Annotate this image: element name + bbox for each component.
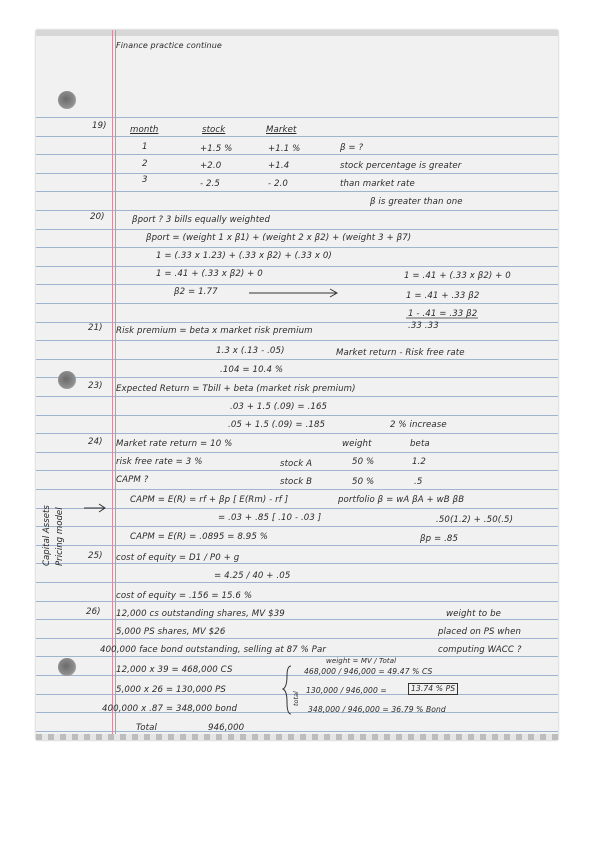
p23-line-1: Expected Return = Tbill + beta (market risk premium) [116,384,356,394]
p20-line-1: βport = (weight 1 x β1) + (weight 2 x β2) + (weight 3 + β7) [146,233,412,243]
p24-col-beta: beta [410,439,430,449]
p20-line-2: 1 = (.33 x 1.23) + (.33 x β2) + (.33 x 0) [156,251,332,261]
notebook-page [36,30,558,740]
p24-stock-a: stock A [280,459,313,469]
p23-increase: 2 % increase [390,420,447,430]
problem-26-number: 26) [86,607,101,617]
p23-line-3: .05 + 1.5 (.09) = .185 [228,420,326,430]
p19-row1-stock: +1.5 % [200,144,233,154]
p26-weight-cs: 468,000 / 946,000 = 49.47 % CS [304,667,433,676]
p24-line-1: Market rate return = 10 % [116,439,233,449]
p21-line-1: Risk premium = beta x market risk premium [116,326,313,336]
p21-line-2: 1.3 x (.13 - .05) [216,346,285,356]
p26-calc-3: 400,000 x .87 = 348,000 bond [102,704,238,714]
p19-row2-stock: +2.0 [200,161,222,171]
side-label-line-2: Pricing model [55,507,65,566]
p20-right-2: 1 = .41 + .33 β2 [406,291,480,301]
p19-note-2: than market rate [340,179,415,189]
p24-line-2: risk free rate = 3 % [116,457,203,467]
p21-note: Market return - Risk free rate [336,348,465,358]
p26-total-label: Total [136,723,157,733]
p26-question-3: computing WACC ? [438,645,522,655]
p23-line-2: .03 + 1.5 (.09) = .165 [230,402,328,412]
p26-weight-ps-calc: 130,000 / 946,000 = [306,686,387,695]
p20-right-3b: .33 .33 [408,321,439,331]
problem-20-number: 20) [90,212,105,222]
p19-note-3: β is greater than one [370,197,463,207]
p21-line-3: .104 = 10.4 % [220,365,284,375]
p25-line-2: = 4.25 / 40 + .05 [214,571,291,581]
p24-stock-a-beta: 1.2 [412,457,426,467]
p20-right-3a: 1 - .41 = .33 β2 [408,309,478,319]
p19-row1-month: 1 [142,142,148,152]
p26-weight-bond: 348,000 / 946,000 = 36.79 % Bond [308,705,446,714]
p24-portfolio-2: .50(1.2) + .50(.5) [436,515,514,525]
side-label [38,478,94,568]
side-label-line-1: Capital Assets [42,505,52,566]
p24-stock-a-weight: 50 % [352,457,375,467]
p26-calc-1: 12,000 x 39 = 468,000 CS [116,665,233,675]
p19-row3-stock: - 2.5 [200,179,220,189]
p26-weight-header: weight = MV / Total [326,657,397,665]
p20-line-3: 1 = .41 + (.33 x β2) + 0 [156,269,263,279]
p19-note-1: stock percentage is greater [340,161,462,171]
problem-23-number: 23) [88,381,103,391]
p20-question: βport ? 3 bills equally weighted [132,215,271,225]
p24-stock-b-beta: .5 [414,477,423,487]
p24-stock-b-weight: 50 % [352,477,375,487]
p19-header-stock: stock [202,125,226,135]
p24-line-3: CAPM ? [116,475,149,485]
p19-row3-market: - 2.0 [268,179,288,189]
p24-capm-1: CAPM = E(R) = rf + βp [ E(Rm) - rf ] [130,495,289,505]
p26-total-value: 946,000 [208,723,245,733]
p24-capm-3: CAPM = E(R) = .0895 = 8.95 % [130,532,269,542]
p26-brace-text: total [292,691,300,706]
p19-row2-market: +1.4 [268,161,290,171]
p26-line-3: 400,000 face bond outstanding, selling at 87 % Par [100,645,326,655]
p24-portfolio-3: βp = .85 [420,534,459,544]
problem-21-number: 21) [88,323,103,333]
p19-header-market: Market [266,125,297,135]
p24-col-weight: weight [342,439,372,449]
page-header: Finance practice continue [116,41,222,50]
p19-row1-market: +1.1 % [268,144,301,154]
p26-question-1: weight to be [446,609,502,619]
p26-calc-2: 5,000 x 26 = 130,000 PS [116,685,226,695]
p26-brace-label [290,666,304,718]
problem-25-number: 25) [88,551,103,561]
p19-header-month: month [130,125,159,135]
p20-line-4: β2 = 1.77 [174,287,218,297]
problem-19-number: 19) [92,121,107,131]
p24-stock-b: stock B [280,477,313,487]
p26-question-2: placed on PS when [438,627,522,637]
p24-portfolio-1: portfolio β = wA βA + wB βB [338,495,465,505]
p26-weight-ps-answer: 13.74 % PS [408,683,458,695]
p19-row2-month: 2 [142,159,148,169]
p26-line-1: 12,000 cs outstanding shares, MV $39 [116,609,285,619]
problem-24-number: 24) [88,437,103,447]
p19-beta-question: β = ? [340,143,364,153]
p20-right-1: 1 = .41 + (.33 x β2) + 0 [404,271,511,281]
p26-line-2: 5,000 PS shares, MV $26 [116,627,226,637]
p24-capm-2: = .03 + .85 [ .10 - .03 ] [218,513,322,523]
p19-row3-month: 3 [142,175,148,185]
p25-line-1: cost of equity = D1 / P0 + g [116,553,240,563]
p25-line-3: cost of equity = .156 = 15.6 % [116,591,253,601]
